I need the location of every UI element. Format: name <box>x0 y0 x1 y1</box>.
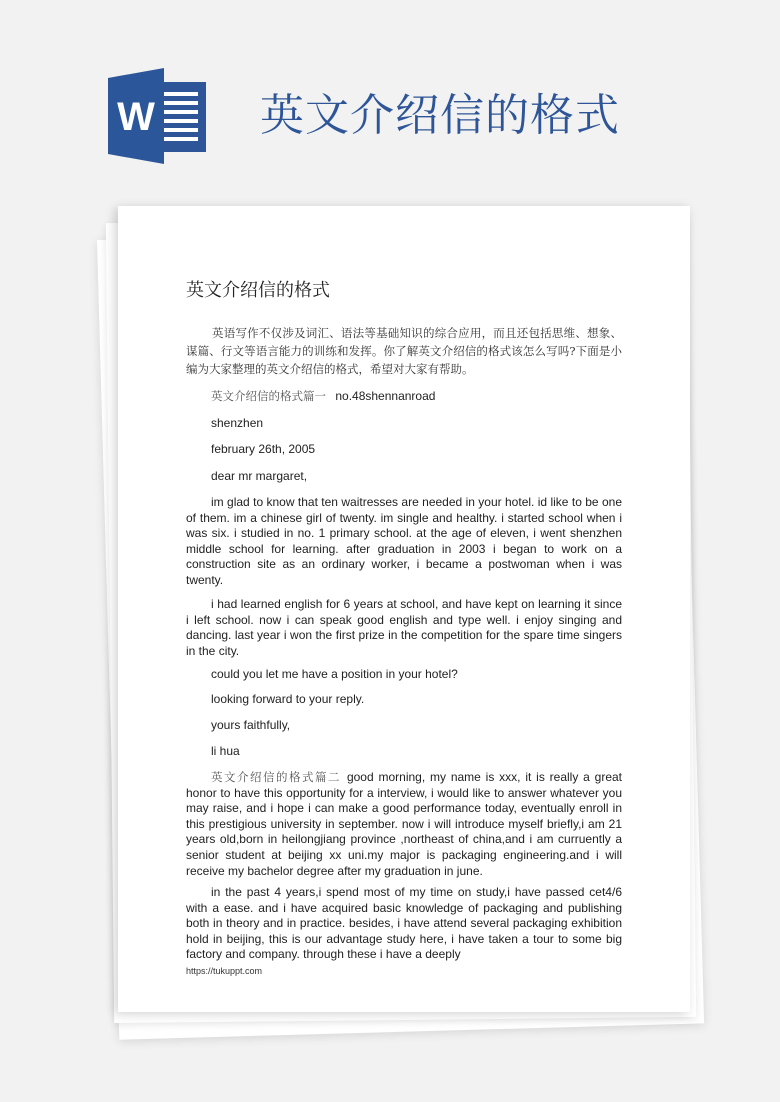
letter1-address-line2: shenzhen <box>211 416 264 430</box>
letter2-section-label: 英文介绍信的格式篇二 <box>211 770 341 784</box>
letter1-date: february 26th, 2005 <box>211 442 316 456</box>
letter1-request: could you let me have a position in your hotel? <box>211 667 458 681</box>
letter1-paragraph1: im glad to know that ten waitresses are needed in your hotel. id like to be one of them. im a chinese girl of twenty. im single and healthy. i started school when i was six. i studied in no. 1 primary school. at the age of eleven, i went shenzhen middle school for learning. after graduation in 2003 i began to work on a construction site as an ordinary worker, i became a postwoman when i was twenty. <box>186 495 622 587</box>
letter1-paragraph2: i had learned english for 6 years at school, and have kept on learning it since i left school. now i can speak good english and type well. i enjoy singing and dancing. last year i won the first prize in the competition for the spare time singers in the city. <box>186 597 622 658</box>
banner-title: 英文介绍信的格式 <box>260 90 620 141</box>
svg-text:W: W <box>117 95 155 139</box>
letter1-section-label: 英文介绍信的格式篇一 <box>211 389 326 403</box>
letter1-signature: li hua <box>211 744 240 758</box>
letter2-paragraph2: in the past 4 years,i spend most of my time on study,i have passed cet4/6 with a ease. and i have acquired basic knowledge of packaging and publishing both in theory and in practice. besides, i have attend several packaging exhibition hold in beijing, this is our advantage study here, i have taken a tour to some big factory and company. through these i have a deeply <box>186 885 622 962</box>
footer-url: https://tukuppt.com <box>186 966 263 976</box>
intro-paragraph: 英语写作不仅涉及词汇、语法等基础知识的综合应用，而且还包括思维、想象、谋篇、行文等语言能力的训练和发挥。你了解英文介绍信的格式该怎么写吗?下面是小编为大家整理的英文介绍信的格式，希望对大家有帮助。 <box>186 326 622 376</box>
document-title: 英文介绍信的格式 <box>186 280 330 301</box>
letter1-closing-line: looking forward to your reply. <box>211 692 365 706</box>
letter1-sign-off: yours faithfully, <box>211 718 291 732</box>
microsoft-word-icon <box>108 68 208 164</box>
letter2-paragraph1-text: good morning, my name is xxx, it is really a great honor to have this opportunity for a interview, i would like to answer whatever you may raise, and i hope i can make a good performance today, eventually enroll in this prestigious university in september. now i will introduce myself briefly,i am 21 years old,born in heilongjiang province ,northeast of china,and i am curruently a senior student at beijing xx uni.my major is packaging engineering.and i will receive my bachelor degree after my graduation in june. <box>186 770 623 878</box>
letter2-paragraph1 <box>186 770 622 879</box>
letter1-address-line1: no.48shennanroad <box>335 389 436 403</box>
banner-header <box>0 0 780 200</box>
document-page <box>118 206 690 1012</box>
letter1-header-line <box>211 388 435 404</box>
letter1-salutation: dear mr margaret, <box>211 469 308 483</box>
